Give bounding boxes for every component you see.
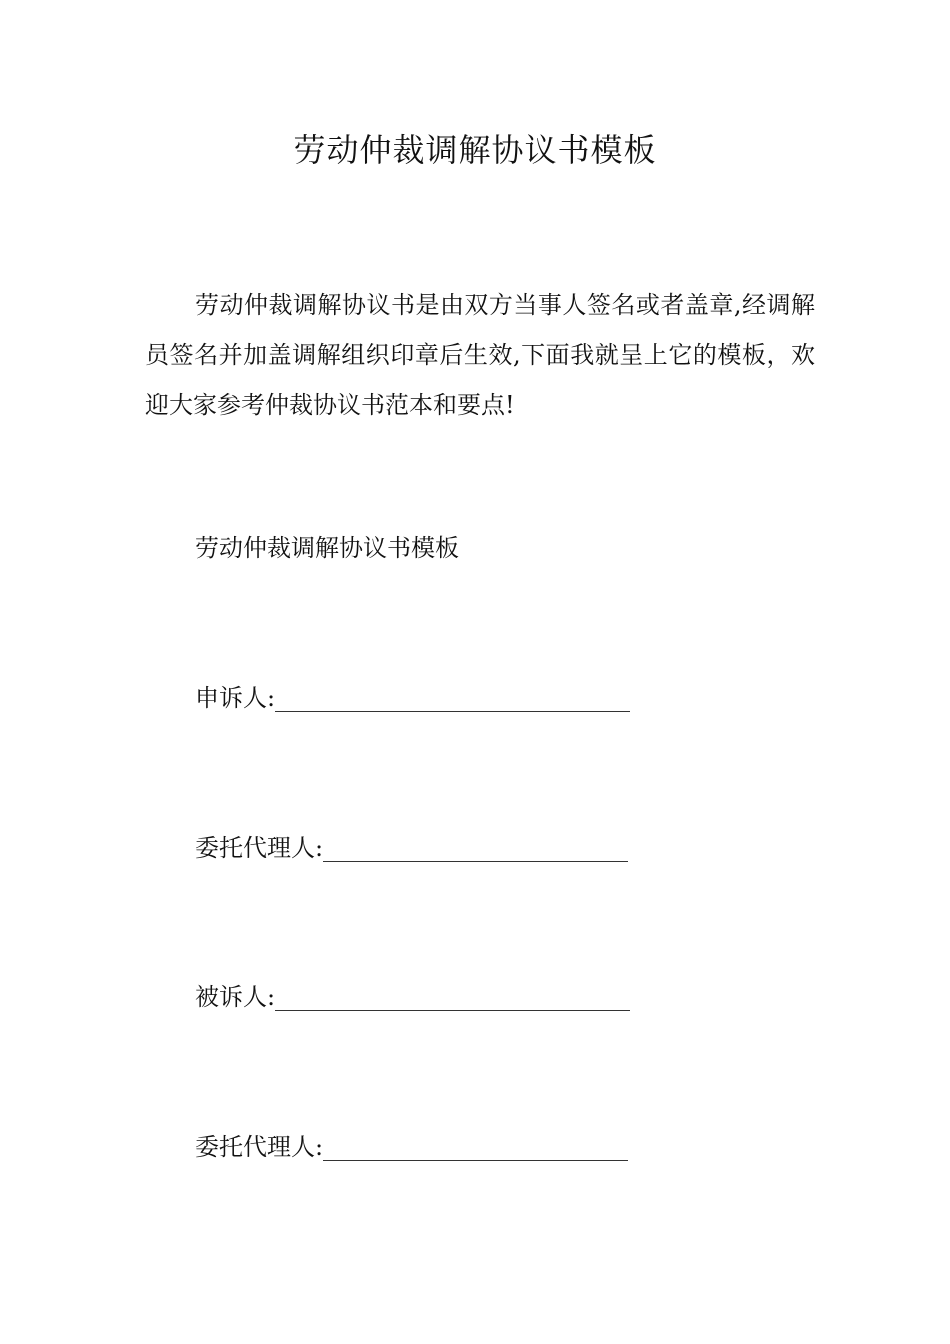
intro-paragraph: 劳动仲裁调解协议书是由双方当事人签名或者盖章,经调解员签名并加盖调解组织印章后生效,下面我就呈上它的模板，欢迎大家参考仲裁协议书范本和要点! bbox=[145, 291, 815, 419]
section-heading: 劳动仲裁调解协议书模板 bbox=[195, 534, 459, 562]
respondent-agent-blank-line bbox=[323, 1132, 628, 1161]
respondent-field bbox=[195, 977, 630, 1017]
complainant-agent-field bbox=[195, 828, 628, 868]
respondent-agent-field bbox=[195, 1127, 628, 1167]
complainant-agent-label: 委托代理人: bbox=[195, 834, 324, 862]
complainant-agent-blank-line bbox=[323, 833, 628, 862]
complainant-blank-line bbox=[275, 683, 630, 712]
respondent-agent-label: 委托代理人: bbox=[195, 1133, 324, 1161]
document-title: 劳动仲裁调解协议书模板 bbox=[293, 131, 657, 169]
respondent-label: 被诉人: bbox=[195, 983, 276, 1011]
complainant-label: 申诉人: bbox=[195, 684, 276, 712]
complainant-field bbox=[195, 678, 630, 718]
respondent-blank-line bbox=[275, 982, 630, 1011]
